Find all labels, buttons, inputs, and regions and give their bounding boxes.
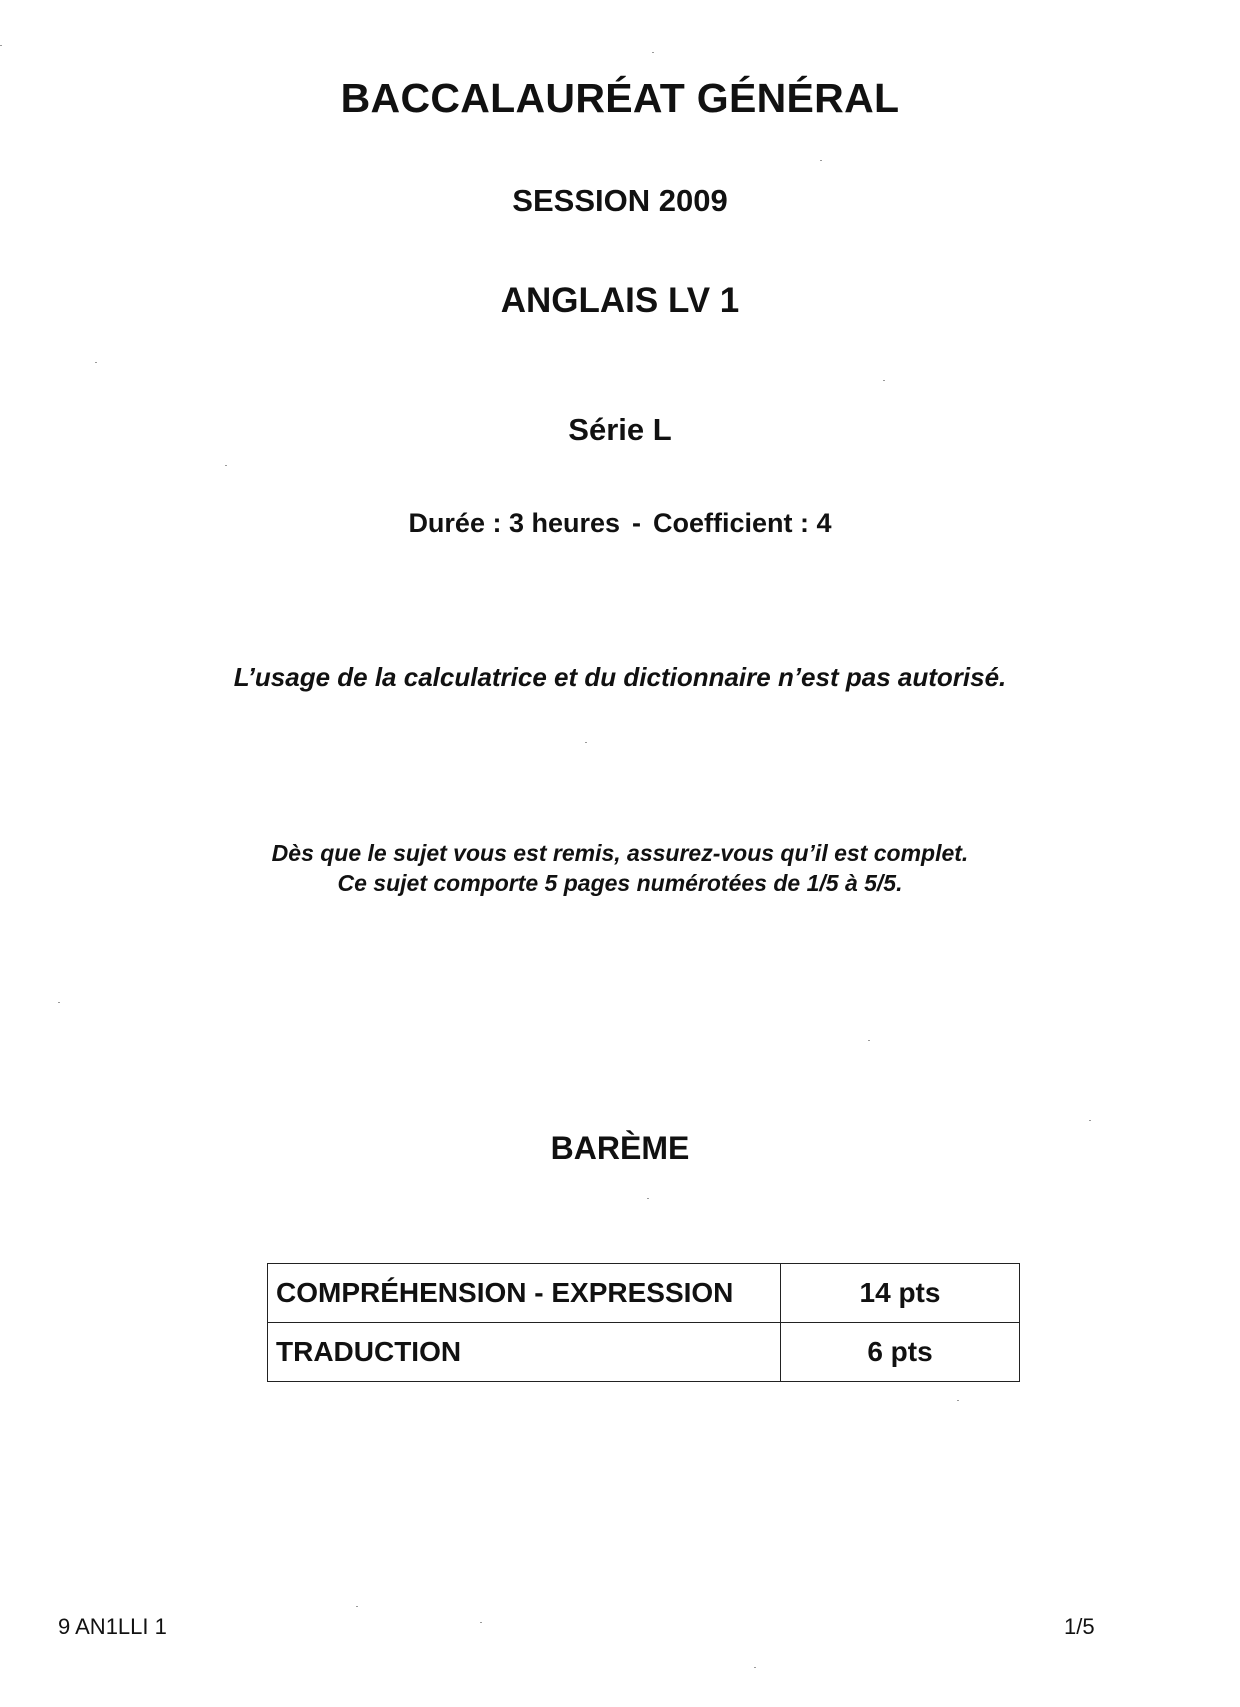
instruction-line: Dès que le sujet vous est remis, assurez-vous qu’il est complet. bbox=[271, 840, 969, 866]
session-year: SESSION 2009 bbox=[512, 183, 728, 218]
scan-speck bbox=[868, 1040, 870, 1041]
scan-speck bbox=[647, 1198, 649, 1199]
section-cell: TRADUCTION bbox=[268, 1323, 781, 1382]
coefficient-text: Coefficient : 4 bbox=[653, 508, 832, 538]
section-cell: COMPRÉHENSION - EXPRESSION bbox=[268, 1264, 781, 1323]
scan-speck bbox=[0, 45, 2, 46]
scan-speck bbox=[356, 1606, 358, 1607]
instruction-line: Ce sujet comporte 5 pages numérotées de 1/5 à 5/5. bbox=[337, 870, 903, 896]
points-cell: 14 pts bbox=[781, 1264, 1020, 1323]
page-number: 1/5 bbox=[1064, 1614, 1095, 1639]
duration-line bbox=[0, 508, 1240, 539]
instructions-block bbox=[0, 838, 1240, 898]
exam-series: Série L bbox=[568, 412, 672, 447]
scan-speck bbox=[820, 160, 822, 161]
scan-speck bbox=[225, 465, 227, 466]
scan-speck bbox=[58, 1002, 60, 1003]
bareme-heading: BARÈME bbox=[550, 1130, 690, 1166]
points-cell: 6 pts bbox=[781, 1323, 1020, 1382]
duration-separator: - bbox=[632, 508, 642, 538]
scan-speck bbox=[585, 742, 587, 743]
scan-speck bbox=[652, 52, 654, 53]
table-row bbox=[268, 1323, 1020, 1382]
scan-speck bbox=[1089, 1120, 1091, 1121]
table-row bbox=[268, 1264, 1020, 1323]
scan-speck bbox=[883, 380, 885, 381]
scoring-table bbox=[267, 1263, 1020, 1382]
exam-subject: ANGLAIS LV 1 bbox=[500, 281, 740, 320]
duration-text: Durée : 3 heures bbox=[408, 508, 621, 538]
exam-code: 9 AN1LLI 1 bbox=[58, 1614, 167, 1639]
calculator-dictionary-notice: L’usage de la calculatrice et du dictionnaire n’est pas autorisé. bbox=[233, 662, 1007, 692]
scan-speck bbox=[480, 1622, 482, 1623]
exam-title: BACCALAURÉAT GÉNÉRAL bbox=[340, 75, 900, 121]
scan-speck bbox=[957, 1400, 959, 1401]
scan-speck bbox=[95, 362, 97, 363]
scan-speck bbox=[754, 1667, 756, 1668]
